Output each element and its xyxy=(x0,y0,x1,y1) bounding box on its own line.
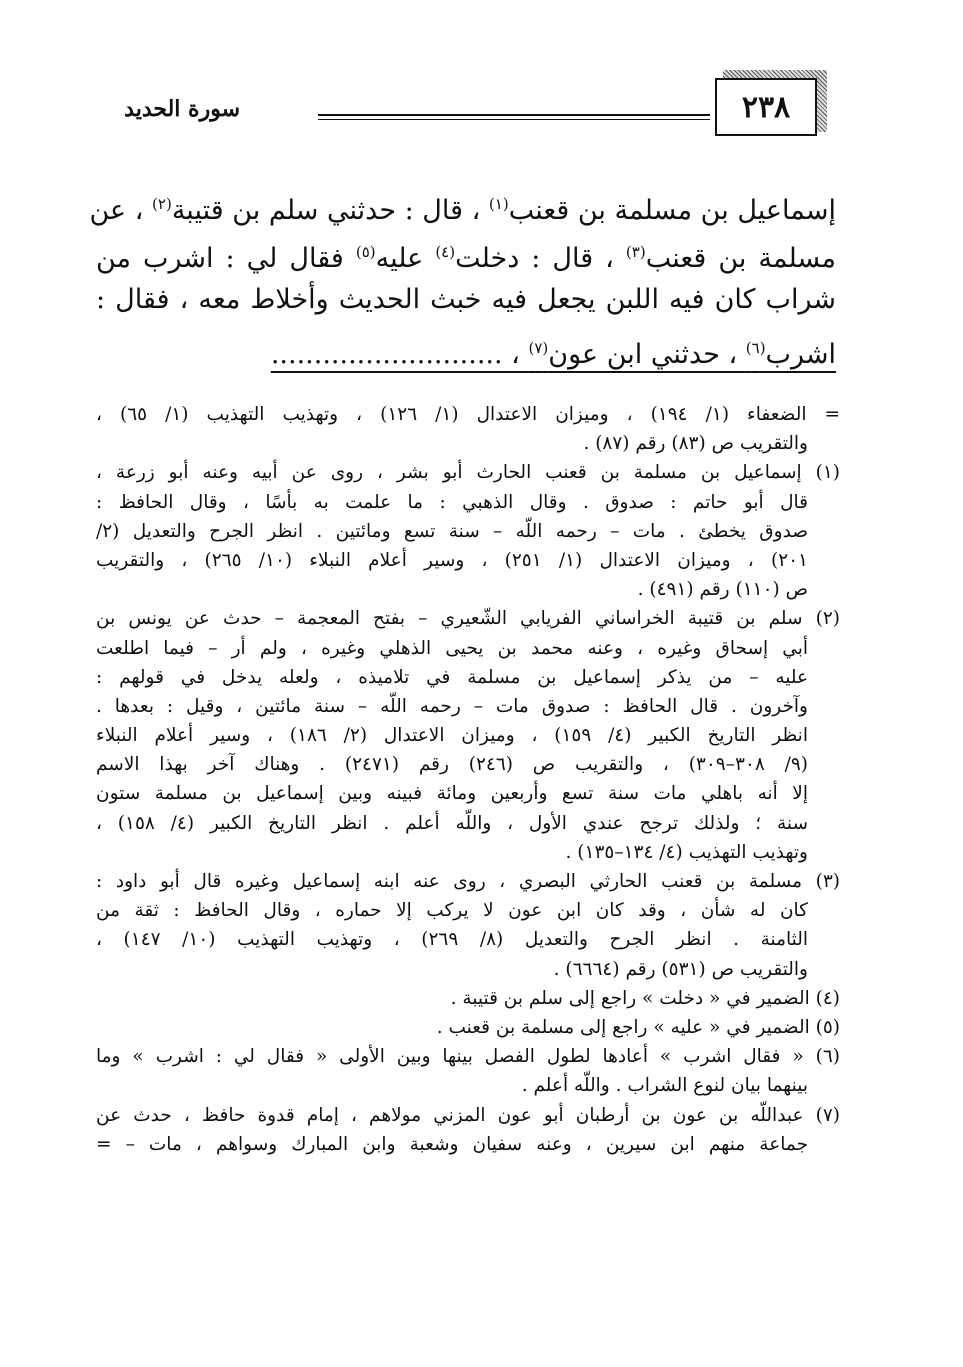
footnote-line: ص (١١٠) رقم (٤٩١) . xyxy=(637,579,808,601)
footnote-line: (١) إسماعيل بن مسلمة بن قعنب الحارث أبو بشر ، روى عن أبيه وعنه أبو زرعة ، xyxy=(96,462,840,484)
footnote-line: ٢٠١) ، وميزان الاعتدال (١/ ٢٥١) ، وسير أعلام النبلاء (١٠/ ٢٦٥) ، والتقريب xyxy=(96,549,808,571)
header-rule xyxy=(318,114,710,116)
footnote-ref: (١) xyxy=(488,195,509,213)
footnote-line: وتهذيب التهذيب (٤/ ١٣٤–١٣٥) . xyxy=(565,841,808,863)
footnote-line: انظر التاريخ الكبير (٤/ ١٥٩) ، وميزان الاعتدال (٢/ ١٨٦) ، وسير أعلام النبلاء xyxy=(96,725,808,747)
footnote-line: إلا أنه باهلي مات سنة تسع وأربعين ومائة فبينه وبين إسماعيل بن مسلمة ستون xyxy=(96,783,808,805)
page-number: ٢٣٨ xyxy=(715,78,817,136)
footnote-line: (٦) « فقال اشرب » أعادها لطول الفصل بينها وبين الأولى « فقال لي : اشرب » وما xyxy=(96,1046,840,1068)
footnote-line: بينهما بيان لنوع الشراب . واللّه أعلم . xyxy=(521,1075,808,1097)
footnote-line: سنة ؛ ولذلك ترجح عندي الأول ، واللّه أعلم . انظر التاريخ الكبير (٤/ ١٥٨) ، xyxy=(96,812,808,834)
footnote-line: (٤) الضمير في « دخلت » راجع إلى سلم بن قتيبة . xyxy=(450,987,840,1009)
footnote-line: والتقريب ص (٥٣١) رقم (٦٦٦٤) . xyxy=(553,958,808,980)
footnote-line: صدوق يخطئ . مات – رحمه اللّه – سنة تسع ومائتين . انظر الجرح والتعديل (٢/ xyxy=(96,520,808,542)
footnotes xyxy=(96,400,840,1159)
footnote-line: (٥) الضمير في « عليه » راجع إلى مسلمة بن قعنب . xyxy=(436,1016,840,1038)
page-header xyxy=(0,60,963,155)
footnote-line: والتقريب ص (٨٣) رقم (٨٧) . xyxy=(583,433,808,455)
main-line: شراب كان فيه اللبن يجعل فيه خبث الحديث وأخلاط معه ، فقال : xyxy=(96,284,836,315)
footnote-ref: (٥) xyxy=(355,243,376,261)
footnote-line: (٣) مسلمة بن قعنب الحارثي البصري ، روى عنه ابنه إسماعيل وغيره قال أبو داود : xyxy=(96,871,840,892)
footnote-line: (٢) سلم بن قتيبة الخراساني الفريابي الشّعيري – بفتح المعجمة – حدث عن يونس بن xyxy=(96,608,840,630)
main-text xyxy=(89,180,836,372)
surah-title: سورة الحديد xyxy=(124,96,240,122)
footnote-line: كان له شأن ، وقد كان ابن عون لا يركب إلا حماره ، وقال الحافظ : ثقة من xyxy=(96,900,808,922)
footnote-ref: (٦) xyxy=(745,339,766,357)
footnote-line: (٧) عبداللّه بن عون بن أرطبان أبو عون المزني مولاهم ، إمام قدوة حافظ ، حدث عن xyxy=(96,1104,840,1126)
footnote-line: أبي إسحاق وغيره ، وعنه محمد بن يحيى الذهلي وغيره ، ولم أر – فيما اطلعت xyxy=(96,637,808,659)
footnote-line: (٩/ ٣٠٨–٣٠٩) ، والتقريب ص (٢٤٦) رقم (٢٤٧١) . وهناك آخر بهذا الاسم xyxy=(96,754,808,776)
footnote-line: الثامنة . انظر الجرح والتعديل (٨/ ٢٦٩) ، وتهذيب التهذيب (١٠/ ١٤٧) ، xyxy=(96,929,809,951)
footnote-ref: (٣) xyxy=(625,243,646,261)
footnote-line: وآخرون . قال الحافظ : صدوق مات – رحمه اللّه – سنة مائتين ، وقيل : بعدها . xyxy=(96,695,808,717)
footnote-line: عليه – من يذكر إسماعيل بن مسلمة في تلاميذه ، ولعله يدخل في قولهم : xyxy=(96,666,808,688)
footnote-ref: (٤) xyxy=(435,243,456,261)
footnote-line: = الضعفاء (١/ ١٩٤) ، وميزان الاعتدال (١/ ١٢٦) ، وتهذيب التهذيب (١/ ٦٥) ، xyxy=(96,404,841,425)
footnote-ref: (٢) xyxy=(152,195,172,213)
footnote-line: قال أبو حاتم : صدوق . وقال الذهبي : ما علمت به بأسًا ، وقال الحافظ : xyxy=(96,491,808,513)
main-line: إسماعيل بن مسلمة بن قعنب$^{(١)}$ ، قال : حدثني سلم بن قتيبة$^{(٢)}$ ، عن xyxy=(89,195,836,226)
footnote-ref: (٧) xyxy=(528,339,549,357)
main-line: مسلمة بن قعنب$^{(٣)}$ ، قال : دخلت$^{(٤)}$ عليه$^{(٥)}$ فقال لي : اشرب من xyxy=(96,243,836,274)
footnote-line: جماعة منهم ابن سيرين ، وعنه سفيان وشعبة وابن المبارك وسواهم ، مات – = xyxy=(96,1133,808,1155)
header-rule-thin xyxy=(318,119,710,120)
main-line-last: اشرب$^{(٦)}$ ، حدثني ابن عون$^{(٧)}$ ، ........................... xyxy=(270,339,836,370)
page-number-box xyxy=(715,70,827,142)
